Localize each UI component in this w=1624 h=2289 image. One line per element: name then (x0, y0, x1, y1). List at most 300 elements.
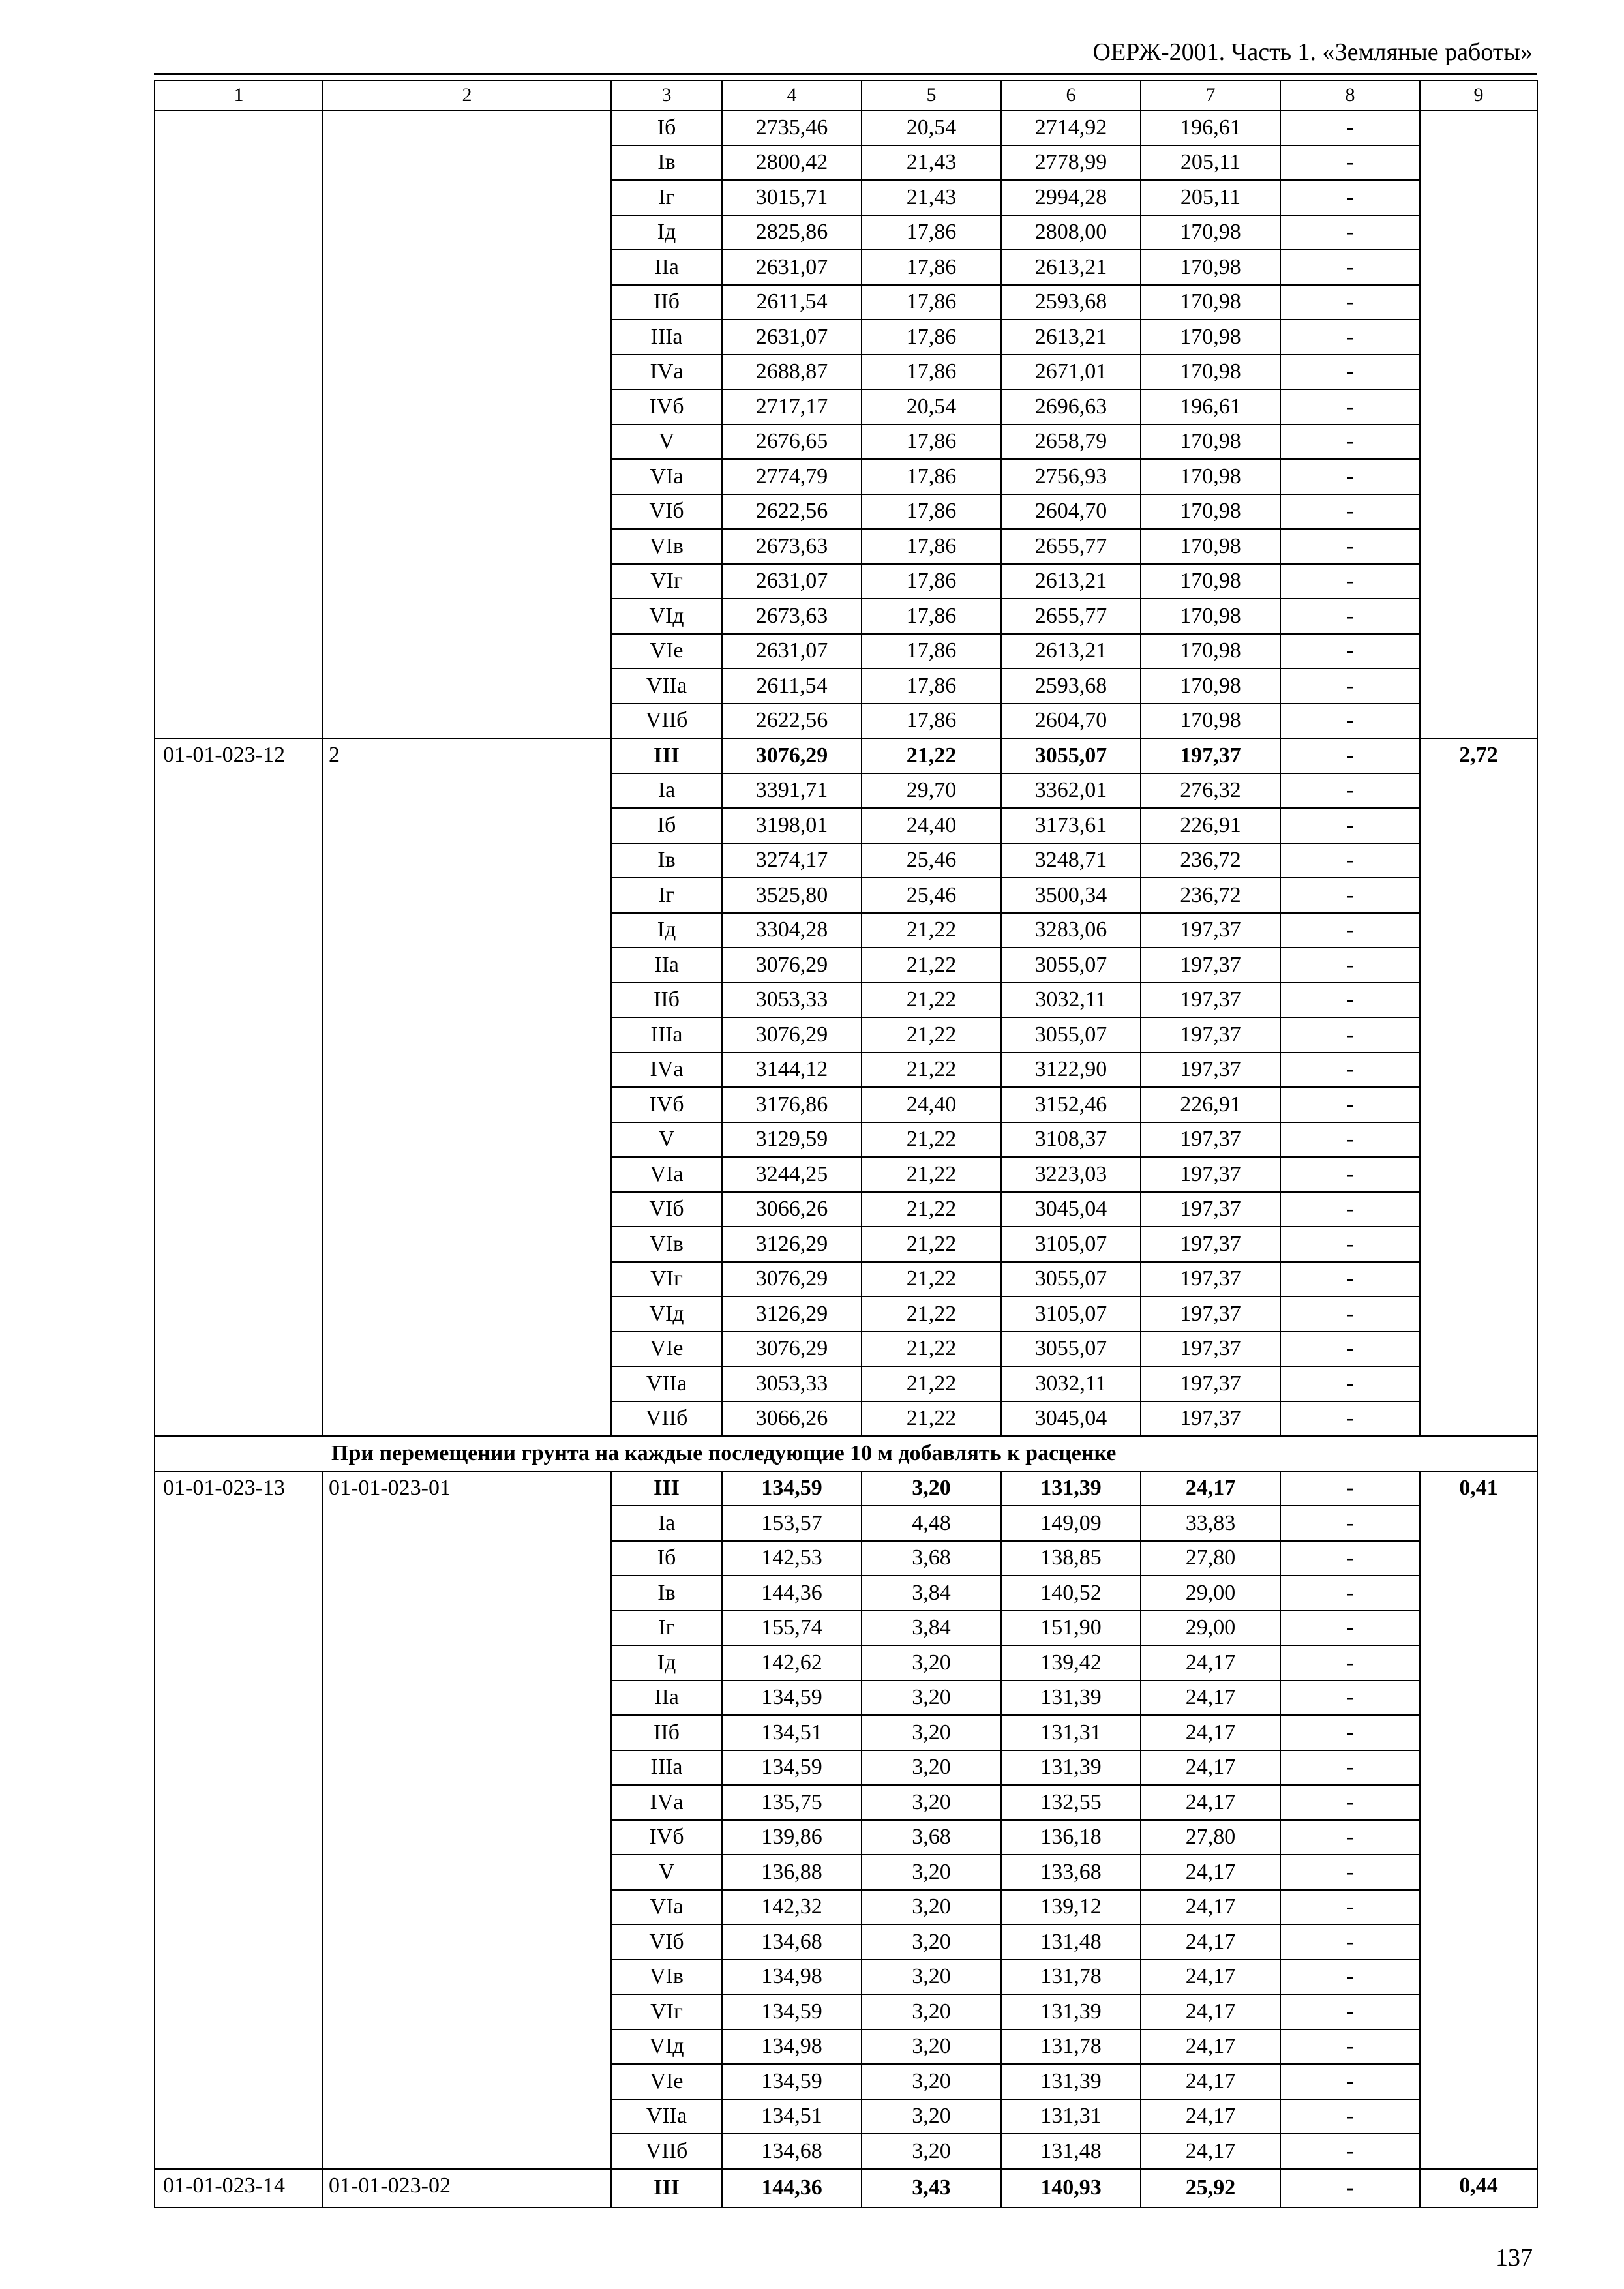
value-cell: 3,20 (862, 2099, 1001, 2134)
value-cell: - (1280, 1401, 1420, 1437)
value-cell: VIв (611, 529, 722, 564)
value-cell: - (1280, 250, 1420, 285)
value-cell: 134,68 (722, 2134, 862, 2169)
value-cell: - (1280, 389, 1420, 425)
value-cell: 3500,34 (1001, 878, 1141, 913)
value-cell: IVа (611, 355, 722, 390)
value-cell: 3076,29 (722, 738, 862, 773)
value-cell: 3248,71 (1001, 843, 1141, 878)
value-cell: 25,46 (862, 878, 1001, 913)
value-cell: 3,84 (862, 1611, 1001, 1646)
value-cell: 197,37 (1141, 1192, 1280, 1227)
value-cell: Iб (611, 110, 722, 145)
value-cell: 3,43 (862, 2169, 1001, 2208)
value-cell: Iа (611, 1506, 722, 1541)
value-cell: V (611, 425, 722, 460)
value-cell: 3053,33 (722, 1366, 862, 1401)
value-cell: IIб (611, 285, 722, 320)
value-cell: - (1280, 1227, 1420, 1262)
value-cell: IIб (611, 983, 722, 1018)
value-cell: 29,00 (1141, 1611, 1280, 1646)
value-cell: 196,61 (1141, 389, 1280, 425)
value-cell: - (1280, 215, 1420, 250)
value-cell: 21,22 (862, 1366, 1001, 1401)
value-cell: 2800,42 (722, 145, 862, 181)
value-cell: 3045,04 (1001, 1192, 1141, 1227)
value-cell: VIIб (611, 704, 722, 739)
value-cell: III (611, 738, 722, 773)
value-cell: 197,37 (1141, 738, 1280, 773)
value-cell: 3144,12 (722, 1053, 862, 1088)
value-cell: 3105,07 (1001, 1296, 1141, 1332)
value-cell: 24,17 (1141, 2099, 1280, 2134)
value-cell: 2622,56 (722, 704, 862, 739)
value-cell: IVб (611, 389, 722, 425)
value-cell: 3304,28 (722, 913, 862, 948)
value-cell: 17,86 (862, 564, 1001, 599)
value-cell: 2613,21 (1001, 564, 1141, 599)
column-number: 7 (1141, 80, 1280, 110)
value-cell: 3055,07 (1001, 1332, 1141, 1367)
value-cell: 3391,71 (722, 773, 862, 809)
value-cell: Iб (611, 808, 722, 843)
value-cell: - (1280, 1681, 1420, 1716)
value-cell: - (1280, 983, 1420, 1018)
value-cell: 142,32 (722, 1890, 862, 1925)
value-cell: 170,98 (1141, 634, 1280, 669)
value-cell: - (1280, 1960, 1420, 1995)
value-cell: 24,17 (1141, 1645, 1280, 1681)
value-cell: 17,86 (862, 599, 1001, 634)
value-cell: - (1280, 1017, 1420, 1053)
table-row (155, 110, 1537, 145)
value-cell: 17,86 (862, 459, 1001, 494)
value-cell: VIб (611, 1924, 722, 1960)
value-cell: 2673,63 (722, 599, 862, 634)
value-cell: Iг (611, 878, 722, 913)
value-cell: 2756,93 (1001, 459, 1141, 494)
value-cell: VIд (611, 1296, 722, 1332)
note-row (155, 1436, 1537, 1471)
value-cell: 170,98 (1141, 564, 1280, 599)
value-cell: Iв (611, 1576, 722, 1611)
page-header-title: ОЕРЖ-2001. Часть 1. «Земляные работы» (1092, 38, 1533, 66)
value-cell: 155,74 (722, 1611, 862, 1646)
value-cell: 139,12 (1001, 1890, 1141, 1925)
col9-cell: 2,72 (1420, 738, 1537, 1436)
value-cell: VIд (611, 599, 722, 634)
value-cell: 24,17 (1141, 1890, 1280, 1925)
value-cell: - (1280, 843, 1420, 878)
value-cell: 3105,07 (1001, 1227, 1141, 1262)
value-cell: - (1280, 2169, 1420, 2208)
value-cell: 3,20 (862, 1855, 1001, 1890)
value-cell: VIа (611, 459, 722, 494)
value-cell: 3176,86 (722, 1087, 862, 1122)
value-cell: 3,68 (862, 1541, 1001, 1576)
value-cell: 3173,61 (1001, 808, 1141, 843)
value-cell: 29,70 (862, 773, 1001, 809)
value-cell: 142,62 (722, 1645, 862, 1681)
value-cell: 17,86 (862, 285, 1001, 320)
value-cell: - (1280, 1855, 1420, 1890)
value-cell: 197,37 (1141, 1332, 1280, 1367)
value-cell: 134,51 (722, 2099, 862, 2134)
value-cell: 144,36 (722, 2169, 862, 2208)
value-cell: 21,22 (862, 983, 1001, 1018)
value-cell: 3015,71 (722, 180, 862, 215)
value-cell: 3198,01 (722, 808, 862, 843)
value-cell: 24,17 (1141, 1750, 1280, 1786)
value-cell: 3,20 (862, 2064, 1001, 2099)
column-number: 3 (611, 80, 722, 110)
value-cell: 24,17 (1141, 2134, 1280, 2169)
value-cell: 2631,07 (722, 634, 862, 669)
value-cell: 21,22 (862, 1192, 1001, 1227)
value-cell: 2613,21 (1001, 250, 1141, 285)
value-cell: VIг (611, 564, 722, 599)
value-cell: - (1280, 1785, 1420, 1820)
value-cell: 197,37 (1141, 948, 1280, 983)
value-cell: 3045,04 (1001, 1401, 1141, 1437)
value-cell: Iв (611, 843, 722, 878)
value-cell: 170,98 (1141, 668, 1280, 704)
value-cell: - (1280, 913, 1420, 948)
value-cell: 3122,90 (1001, 1053, 1141, 1088)
value-cell: - (1280, 1994, 1420, 2029)
value-cell: IIа (611, 250, 722, 285)
value-cell: 3,20 (862, 1924, 1001, 1960)
value-cell: Iд (611, 1645, 722, 1681)
value-cell: 151,90 (1001, 1611, 1141, 1646)
value-cell: 24,17 (1141, 2029, 1280, 2065)
value-cell: 136,18 (1001, 1820, 1141, 1855)
value-cell: VIIа (611, 2099, 722, 2134)
value-cell: 17,86 (862, 215, 1001, 250)
value-cell: 3055,07 (1001, 948, 1141, 983)
value-cell: - (1280, 1262, 1420, 1297)
value-cell: 24,17 (1141, 2064, 1280, 2099)
value-cell: 2735,46 (722, 110, 862, 145)
value-cell: 134,98 (722, 1960, 862, 1995)
value-cell: IIа (611, 1681, 722, 1716)
value-cell: 2604,70 (1001, 704, 1141, 739)
value-cell: 170,98 (1141, 425, 1280, 460)
rate-name-cell: 2 (323, 738, 611, 1436)
value-cell: 197,37 (1141, 1296, 1280, 1332)
value-cell: 170,98 (1141, 285, 1280, 320)
value-cell: 144,36 (722, 1576, 862, 1611)
value-cell: 2622,56 (722, 494, 862, 530)
value-cell: 2593,68 (1001, 668, 1141, 704)
value-cell: Iд (611, 215, 722, 250)
value-cell: 3152,46 (1001, 1087, 1141, 1122)
column-number: 1 (155, 80, 323, 110)
value-cell: 139,86 (722, 1820, 862, 1855)
value-cell: 3,20 (862, 1750, 1001, 1786)
value-cell: 134,59 (722, 1994, 862, 2029)
value-cell: 24,17 (1141, 1960, 1280, 1995)
table-row (155, 738, 1537, 773)
value-cell: 3,20 (862, 1994, 1001, 2029)
value-cell: 205,11 (1141, 145, 1280, 181)
value-cell: VIе (611, 634, 722, 669)
value-cell: 136,88 (722, 1855, 862, 1890)
value-cell: 3,68 (862, 1820, 1001, 1855)
value-cell: 17,86 (862, 494, 1001, 530)
value-cell: 21,22 (862, 1122, 1001, 1158)
value-cell: IVа (611, 1053, 722, 1088)
value-cell: - (1280, 320, 1420, 355)
value-cell: 276,32 (1141, 773, 1280, 809)
rate-name-cell: 01-01-023-01 (323, 1471, 611, 2169)
value-cell: 197,37 (1141, 1017, 1280, 1053)
value-cell: IIIа (611, 1017, 722, 1053)
column-number: 8 (1280, 80, 1420, 110)
value-cell: 24,17 (1141, 1715, 1280, 1750)
value-cell: - (1280, 180, 1420, 215)
value-cell: 2778,99 (1001, 145, 1141, 181)
value-cell: 2631,07 (722, 564, 862, 599)
value-cell: 3126,29 (722, 1296, 862, 1332)
value-cell: - (1280, 1157, 1420, 1192)
value-cell: 29,00 (1141, 1576, 1280, 1611)
value-cell: - (1280, 564, 1420, 599)
value-cell: 133,68 (1001, 1855, 1141, 1890)
value-cell: 21,22 (862, 1401, 1001, 1437)
value-cell: 21,22 (862, 1157, 1001, 1192)
value-cell: 2611,54 (722, 668, 862, 704)
value-cell: 2658,79 (1001, 425, 1141, 460)
value-cell: VIе (611, 2064, 722, 2099)
value-cell: - (1280, 773, 1420, 809)
value-cell: 131,39 (1001, 1750, 1141, 1786)
value-cell: - (1280, 2029, 1420, 2065)
value-cell: - (1280, 599, 1420, 634)
value-cell: 2611,54 (722, 285, 862, 320)
value-cell: 21,22 (862, 948, 1001, 983)
value-cell: 3283,06 (1001, 913, 1141, 948)
value-cell: 140,52 (1001, 1576, 1141, 1611)
value-cell: - (1280, 1541, 1420, 1576)
value-cell: 2688,87 (722, 355, 862, 390)
page-number: 137 (1496, 2244, 1533, 2271)
value-cell: 2676,65 (722, 425, 862, 460)
value-cell: VIб (611, 494, 722, 530)
value-cell: 196,61 (1141, 110, 1280, 145)
value-cell: 3274,17 (722, 843, 862, 878)
value-cell: 2631,07 (722, 250, 862, 285)
value-cell: Iд (611, 913, 722, 948)
value-cell: VIг (611, 1994, 722, 2029)
value-cell: 197,37 (1141, 1227, 1280, 1262)
value-cell: VIв (611, 1227, 722, 1262)
value-cell: 170,98 (1141, 215, 1280, 250)
value-cell: 3066,26 (722, 1401, 862, 1437)
value-cell: 2593,68 (1001, 285, 1141, 320)
value-cell: 3055,07 (1001, 1262, 1141, 1297)
value-cell: 138,85 (1001, 1541, 1141, 1576)
value-cell: 25,92 (1141, 2169, 1280, 2208)
value-cell: Iа (611, 773, 722, 809)
value-cell: 4,48 (862, 1506, 1001, 1541)
value-cell: - (1280, 2134, 1420, 2169)
value-cell: - (1280, 355, 1420, 390)
value-cell: 236,72 (1141, 878, 1280, 913)
value-cell: 170,98 (1141, 494, 1280, 530)
rate-code-cell: 01-01-023-14 (155, 2169, 323, 2208)
value-cell: 17,86 (862, 529, 1001, 564)
value-cell: 131,48 (1001, 2134, 1141, 2169)
column-numbers-row (155, 80, 1537, 110)
value-cell: 17,86 (862, 355, 1001, 390)
value-cell: 3032,11 (1001, 983, 1141, 1018)
value-cell: 197,37 (1141, 1122, 1280, 1158)
value-cell: - (1280, 948, 1420, 983)
value-cell: 17,86 (862, 634, 1001, 669)
value-cell: 24,40 (862, 808, 1001, 843)
value-cell: - (1280, 634, 1420, 669)
rates-table-container (154, 80, 1537, 2208)
value-cell: 131,78 (1001, 1960, 1141, 1995)
value-cell: 134,59 (722, 1471, 862, 1506)
value-cell: 20,54 (862, 110, 1001, 145)
value-cell: 2631,07 (722, 320, 862, 355)
value-cell: 170,98 (1141, 529, 1280, 564)
value-cell: 226,91 (1141, 1087, 1280, 1122)
column-number: 4 (722, 80, 862, 110)
value-cell: IIIа (611, 1750, 722, 1786)
value-cell: - (1280, 1715, 1420, 1750)
value-cell: 205,11 (1141, 180, 1280, 215)
value-cell: III (611, 1471, 722, 1506)
value-cell: 134,98 (722, 2029, 862, 2065)
column-number: 2 (323, 80, 611, 110)
value-cell: 24,17 (1141, 1855, 1280, 1890)
col9-cell (1420, 110, 1537, 738)
value-cell: VIа (611, 1157, 722, 1192)
value-cell: 3,20 (862, 1890, 1001, 1925)
value-cell: V (611, 1122, 722, 1158)
value-cell: 2671,01 (1001, 355, 1141, 390)
value-cell: 2613,21 (1001, 634, 1141, 669)
value-cell: 3244,25 (722, 1157, 862, 1192)
value-cell: 131,31 (1001, 1715, 1141, 1750)
value-cell: 134,51 (722, 1715, 862, 1750)
value-cell: 131,39 (1001, 1681, 1141, 1716)
col9-cell: 0,44 (1420, 2169, 1537, 2208)
value-cell: 170,98 (1141, 459, 1280, 494)
value-cell: 134,68 (722, 1924, 862, 1960)
value-cell: 197,37 (1141, 913, 1280, 948)
value-cell: - (1280, 1924, 1420, 1960)
value-cell: 3525,80 (722, 878, 862, 913)
value-cell: 131,39 (1001, 1994, 1141, 2029)
value-cell: 149,09 (1001, 1506, 1141, 1541)
value-cell: 131,78 (1001, 2029, 1141, 2065)
rate-code-cell: 01-01-023-12 (155, 738, 323, 1436)
rate-name-cell: 01-01-023-02 (323, 2169, 611, 2208)
value-cell: Iг (611, 180, 722, 215)
value-cell: 3126,29 (722, 1227, 862, 1262)
value-cell: 27,80 (1141, 1820, 1280, 1855)
value-cell: 17,86 (862, 320, 1001, 355)
value-cell: 21,43 (862, 180, 1001, 215)
value-cell: 170,98 (1141, 250, 1280, 285)
value-cell: - (1280, 459, 1420, 494)
value-cell: 2613,21 (1001, 320, 1141, 355)
value-cell: 3066,26 (722, 1192, 862, 1227)
table-row (155, 2169, 1537, 2208)
value-cell: 134,59 (722, 1681, 862, 1716)
value-cell: 21,22 (862, 738, 1001, 773)
value-cell: 2774,79 (722, 459, 862, 494)
value-cell: - (1280, 2064, 1420, 2099)
value-cell: - (1280, 494, 1420, 530)
value-cell: Iв (611, 145, 722, 181)
value-cell: 3032,11 (1001, 1366, 1141, 1401)
value-cell: 3076,29 (722, 1262, 862, 1297)
value-cell: - (1280, 878, 1420, 913)
value-cell: - (1280, 1366, 1420, 1401)
value-cell: 21,22 (862, 1053, 1001, 1088)
value-cell: - (1280, 1506, 1420, 1541)
value-cell: VIг (611, 1262, 722, 1297)
value-cell: - (1280, 529, 1420, 564)
value-cell: VIе (611, 1332, 722, 1367)
value-cell: 226,91 (1141, 808, 1280, 843)
column-number: 9 (1420, 80, 1537, 110)
table-row (155, 1471, 1537, 1506)
column-number: 5 (862, 80, 1001, 110)
value-cell: IIа (611, 948, 722, 983)
value-cell: - (1280, 1645, 1420, 1681)
value-cell: - (1280, 1750, 1420, 1786)
value-cell: 20,54 (862, 389, 1001, 425)
section-note: При перемещении грунта на каждые последующие 10 м добавлять к расценке (155, 1436, 1537, 1471)
value-cell: - (1280, 2099, 1420, 2134)
value-cell: - (1280, 1332, 1420, 1367)
rate-name-cell (323, 110, 611, 738)
value-cell: 2994,28 (1001, 180, 1141, 215)
value-cell: 2673,63 (722, 529, 862, 564)
value-cell: Iб (611, 1541, 722, 1576)
value-cell: - (1280, 704, 1420, 739)
value-cell: 3362,01 (1001, 773, 1141, 809)
value-cell: - (1280, 1192, 1420, 1227)
value-cell: - (1280, 425, 1420, 460)
value-cell: 153,57 (722, 1506, 862, 1541)
header-rule (154, 73, 1537, 75)
value-cell: 3,20 (862, 1471, 1001, 1506)
value-cell: 21,22 (862, 1227, 1001, 1262)
value-cell: 3,20 (862, 2029, 1001, 2065)
value-cell: - (1280, 1296, 1420, 1332)
value-cell: 3,20 (862, 2134, 1001, 2169)
value-cell: - (1280, 668, 1420, 704)
value-cell: 197,37 (1141, 1053, 1280, 1088)
value-cell: 2696,63 (1001, 389, 1141, 425)
value-cell: - (1280, 1820, 1420, 1855)
value-cell: 2655,77 (1001, 529, 1141, 564)
value-cell: 3076,29 (722, 1332, 862, 1367)
value-cell: - (1280, 1611, 1420, 1646)
value-cell: 24,17 (1141, 1785, 1280, 1820)
value-cell: IIб (611, 1715, 722, 1750)
value-cell: 3055,07 (1001, 738, 1141, 773)
column-number: 6 (1001, 80, 1141, 110)
value-cell: 197,37 (1141, 1262, 1280, 1297)
